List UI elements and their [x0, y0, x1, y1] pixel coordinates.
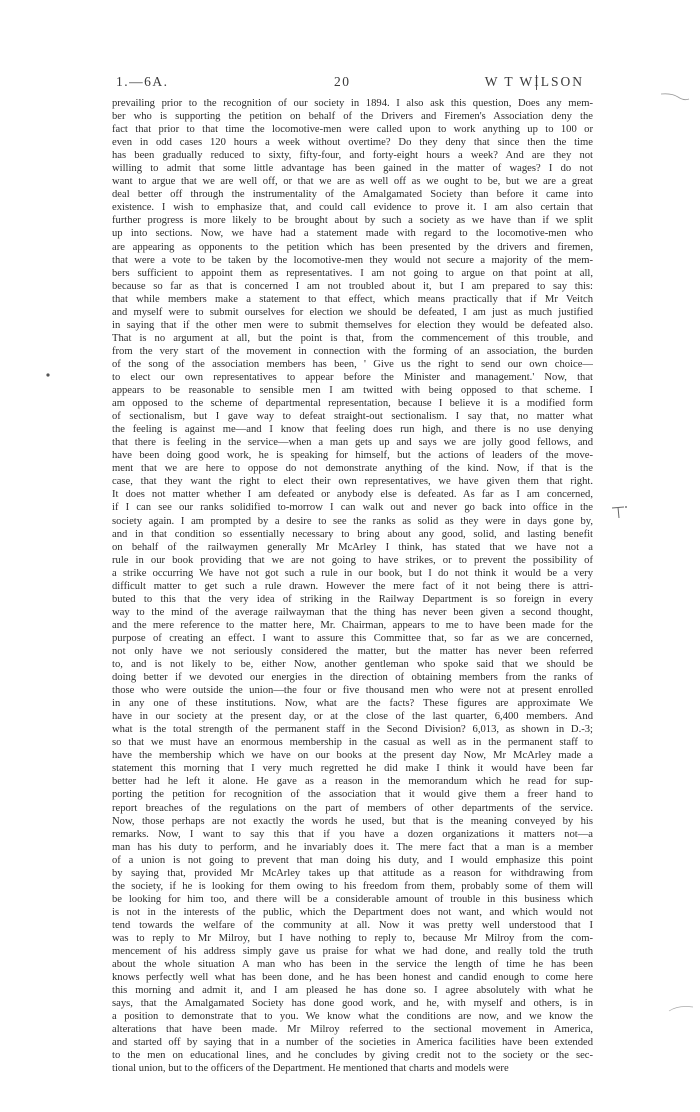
- text-line: those who were outside the union—the four or five thousand men who were not at present enrolled: [112, 685, 593, 697]
- page-header: [116, 74, 584, 92]
- text-line: bers sufficient to appoint them as representatives. I am not going to argue on that point at all,: [112, 267, 593, 279]
- text-line: have been doing good work, he is speaking for himself, but the actions of leaders of the move-: [112, 450, 593, 462]
- text-line: from the very start of the movement in connection with the forming of an association, the burden: [112, 345, 593, 357]
- text-line: rule in our book providing that we are not going to have strikes, or to prevent the possibility of: [112, 554, 593, 566]
- text-line: tional union, but to the officers of the Department. He mentioned that charts and models were: [112, 1063, 509, 1075]
- text-line: of sectionalism, but I gave way to defeat straight-out sectionalism. I say that, no matter what: [112, 411, 593, 423]
- text-line: to the men on educational lines, and he concludes by giving credit not to the society or the sec-: [112, 1050, 593, 1062]
- text-line: in saying that if the other men were to submit themselves for election they would be defeated also.: [112, 319, 593, 331]
- text-line: because so far as that is concerned I am not troubled about it, but I am prepared to say this:: [112, 280, 593, 292]
- scan-mark-bottom-right: [668, 1000, 694, 1012]
- text-line: about the whole situation A man who has been in the service the length of time he has been: [112, 959, 593, 971]
- text-line: even in odd cases 120 hours a week without overtime? Do they deny that since then the time: [112, 137, 593, 149]
- text-line: if I can see our ranks solidified to-morrow I can walk out and never go back into office in the: [112, 502, 593, 514]
- text-line: difficult matter to get such a rule drawn. However the mere fact of it not being there is attri-: [112, 580, 593, 592]
- body-text: [112, 97, 593, 1076]
- text-line: the feeling is against me—and I know that feeling does run high, and there is no use denying: [112, 424, 593, 436]
- text-line: says, that the Amalgamated Society has done good work, and he, with myself and others, is in: [112, 998, 593, 1010]
- text-line: a strike occurring We have not got such a rule in our book, but I do not think it would be a very: [112, 567, 593, 579]
- text-line: the society, if he is looking for them owing to his freedom from them, probably some of them will: [112, 880, 593, 892]
- text-line: society again. I am prompted by a desire to see the ranks as solid as they were in days gone by,: [112, 515, 593, 527]
- text-line: are appearing as opponents to the petition which has been presented by the drivers and firemen,: [112, 241, 593, 253]
- text-line: that while members make a statement to that effect, which means practically that if Mr Veitch: [112, 293, 593, 305]
- text-line: statement this morning that I very much regretted he did make I think it would have been far: [112, 763, 593, 775]
- text-line: was to reply to Mr Milroy, but I have nothing to reply to, because Mr Milroy from the com-: [112, 933, 593, 944]
- text-line: in any one of these institutions. Now, what are the facts? These figures are approximate We: [112, 698, 593, 710]
- text-line: existence. I wish to emphasize that, and could call evidence to prove it. I am also certain that: [112, 202, 593, 214]
- text-line: purpose of creating an effect. I want to assure this Committee that, so far as we are concerned,: [112, 632, 593, 644]
- text-line: to elect our own representatives to appear before the Minister and management.' Now, that: [112, 371, 593, 383]
- text-line: of the song of the association members has been, ' Give us the right to send our own choice—: [112, 358, 593, 370]
- text-line: by saying that, provided Mr McArley takes up that attitude as a reason for withdrawing from: [112, 867, 593, 879]
- text-line: and started off by saying that in a number of the societies in America facilities have been extended: [112, 1037, 593, 1049]
- text-line: ber who is supporting the petition on behalf of the Drivers and Firemen's Association deny the: [112, 111, 593, 123]
- scan-dot-left: [45, 363, 51, 369]
- text-line: a position to demonstrate that to you. We know what the conditions are now, and we know the: [112, 1011, 593, 1023]
- text-line: alterations that have been made. Mr Milroy referred to the sectional movement in America,: [112, 1024, 593, 1036]
- text-line: man has his duty to perform, and he invariably does it. The mere fact that a man is a member: [112, 841, 593, 853]
- text-line: am opposed to the scheme of departmental representation, because I believe it is a modified form: [112, 398, 593, 410]
- page-number: 20: [334, 74, 351, 89]
- text-line: that there is feeling in the service—when a man gets up and says we are jolly good fellows, and: [112, 437, 593, 449]
- text-line: and myself were to submit ourselves for election we should be defeated, I am just as much justified: [112, 306, 593, 318]
- text-line: case, that they want the right to elect their own representatives, we have given them that right.: [112, 476, 593, 488]
- text-line: want to argue that we are well off, or that we are as well off as we ought to be, but we are a great: [112, 176, 593, 188]
- text-line: on behalf of the railwaymen generally Mr McArley I think, has stated that we have not a: [112, 541, 593, 553]
- text-line: doing better if we devoted our energies in the direction of obtaining members from the ranks of: [112, 672, 593, 684]
- text-line: of a union is not going to prevent that man doing his duty, and I would emphasize this point: [112, 854, 593, 866]
- text-line: That is no argument at all, but the point is that, from the commencement of this trouble, and: [112, 332, 593, 344]
- text-line: and the mere reference to the matter here, Mr. Chairman, appears to me to have been made for the: [112, 619, 593, 631]
- scan-mark-right: [610, 502, 630, 520]
- text-line: so that we must have an enormous membership in the casual as well as in the permanent staff to: [112, 737, 593, 749]
- scan-mark-top-right: [660, 91, 690, 101]
- text-line: have the membership which we have on our books at the present day Now, Mr McArley made a: [112, 750, 593, 762]
- text-line: It does not matter whether I am defeated or anybody else is defeated. As far as I am concerned,: [112, 489, 593, 501]
- text-line: up into sections. Now, we have had a statement made with regard to the locomotive-men who: [112, 228, 593, 240]
- text-line: remarks. Now, I want to say this that if you have a dozen organizations it matters not—a: [112, 828, 593, 840]
- text-line: prevailing prior to the recognition of our society in 1894. I also ask this question, Does any mem-: [112, 98, 593, 109]
- text-line: this morning and admit it, and I am pleased he has done so. I agree absolutely with what he: [112, 985, 593, 997]
- text-line: report breaches of the regulations on the part of members of other departments of the service.: [112, 802, 593, 814]
- text-line: and in that condition so essentially necessary to bring about any good, solid, and lasting benefit: [112, 528, 593, 540]
- text-line: way to the mind of the average railwayman that the thing has never been given a second thought,: [112, 606, 593, 618]
- text-line: not only have we not seriously considered the matter, but the matter has never been referred: [112, 645, 593, 657]
- text-line: better had he left it alone. He gave as a reason in the memorandum which he read for sup-: [112, 776, 593, 788]
- text-line: appears to be reasonable to sensible men I am twitted with being opposed to that scheme. I: [112, 385, 593, 397]
- text-line: fact that prior to that time the locomotive-men were called upon to work anything up to 100 or: [112, 124, 593, 136]
- text-line: deal better off through the instrumentality of the Amalgamated Society than before it came into: [112, 189, 593, 201]
- text-line: that were a vote to be taken by the locomotive-men they would not secure a majority of the mem-: [112, 254, 593, 266]
- text-line: Now, those perhaps are not exactly the words he used, but that is the meaning conveyed by his: [112, 815, 593, 827]
- text-line: what is the total strength of the permanent staff in the Second Division? 6,013, as shown in D.-3;: [112, 724, 593, 736]
- speaker-name: W T WILSON: [484, 74, 584, 89]
- text-line: mencement of his address simply gave us praise for what we had done, and really told the truth: [112, 946, 593, 958]
- text-line: buted to this that the very idea of striking in the Railway Department is so foreign in every: [112, 593, 593, 605]
- text-line: knows perfectly well what has been done, and he has been honest and candid enough to come here: [112, 972, 593, 984]
- text-line: porting the petition for recognition of the association that it would give them a freer hand to: [112, 789, 593, 801]
- text-line: is not in the interests of the public, which the Department does not want, and which would not: [112, 906, 593, 918]
- text-line: have in our society at the present day, or at the close of the last quarter, 6,400 members. And: [112, 711, 593, 723]
- text-line: further progress is more likely to be brought about by such a society as we have than if we split: [112, 215, 593, 227]
- text-line: tend towards the welfare of the community at all. Now it was pretty well understood that I: [112, 919, 593, 931]
- text-line: to, and is not likely to be, either Now, another gentleman who spoke said that we should be: [112, 659, 593, 671]
- text-line: has been gradually reduced to sixty, fifty-four, and forty-eight hours a week? And are they not: [112, 150, 593, 162]
- text-line: be looking for him too, and there will be a considerable amount of trouble in this business which: [112, 893, 593, 905]
- document-reference: 1.—6A.: [116, 74, 169, 89]
- text-line: ment that we are here to oppose do not demonstrate anything of the kind. Now, if that is the: [112, 463, 593, 475]
- text-line: willing to admit that some little advantage has been gained in the matter of wages? I do not: [112, 163, 593, 175]
